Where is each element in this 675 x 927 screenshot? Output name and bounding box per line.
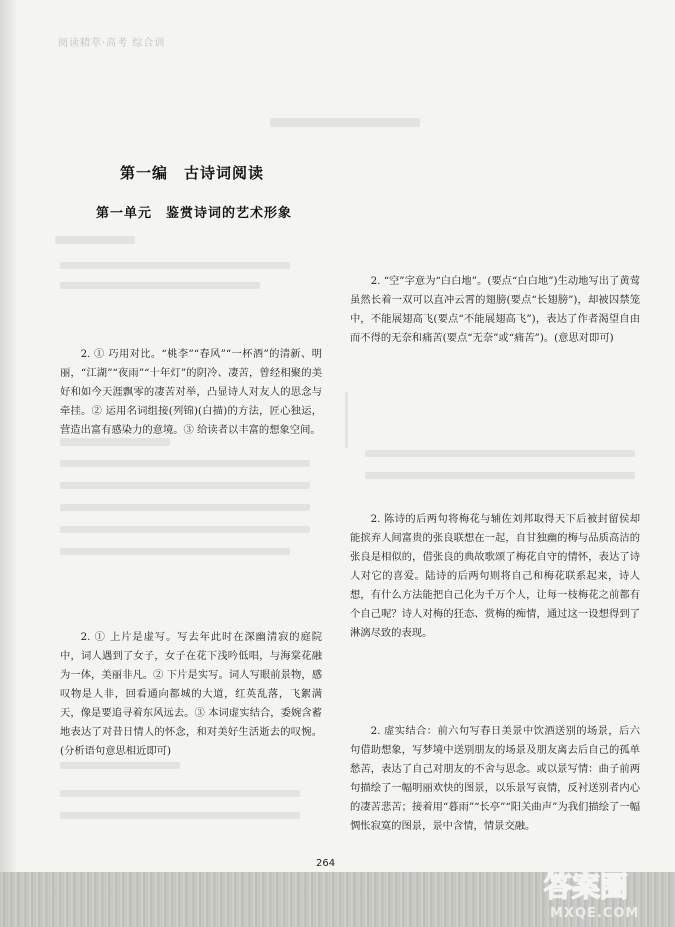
show-through-artifact — [345, 392, 348, 448]
show-through-artifact — [60, 262, 290, 269]
show-through-artifact — [60, 460, 310, 467]
right-answer-1: 2. “空”字意为“白白地”。(要点“白白地”)生动地写出了黄莺虽然长着一双可以直冲云霄的翅膀(要点“长翅膀”)，却被囚禁笼中，不能展翅高飞(要点“不能展翅高飞”)，表达了作者渴望自由而不得的无奈和痛苦(要点“无奈”或“痛苦”)。(意思对即可) — [350, 275, 640, 344]
left-answer-1: 2. ① 巧用对比。“桃李”“春风”“一杯酒”的清新、明丽，“江湖”“夜雨”“十年灯”的阴冷、凄苦，曾经相聚的美好和如今天涯飘零的凄苦对举，凸显诗人对友人的思念与牵挂。② 运用名词组接(列锦)(白描)的方法，匠心独运，营造出富有感染力的意境。③ 给读者以丰富的想象空间。 — [60, 348, 322, 436]
watermark-subtext: MXQE.COM — [550, 906, 640, 921]
show-through-artifact — [60, 504, 310, 511]
running-header: 阅读精萃·高考 综合训 — [58, 38, 166, 49]
right-answer-3: 2. 虚实结合：前六句写春日美景中饮酒送别的场景，后六句借助想象，写梦境中送别朋友的场景及朋友离去后自己的孤单愁苦，表达了自己对朋友的不舍与思念。或以景写情：曲子前两句描绘了一幅明丽欢快的图景，以乐景写哀情，反衬送别者内心的凄苦悲苦；接着用“暮雨”“长亭”“阳关曲声”为我们描绘了一幅惆怅寂寞的图景，景中含情，情景交融。 — [350, 725, 640, 832]
show-through-artifact — [270, 118, 420, 127]
left-answer-2: 2. ① 上片是虚写。写去年此时在深幽清寂的庭院中，词人遇到了女子，女子在花下浅吟低唱，与海棠花融为一体，美丽非凡。② 下片是实写。词人写眼前景物，感叹物是人非，回看通向都城的大道，红英乱落，飞絮满天，像是要追寻着东风远去。③ 本词虚实结合，委婉含蓄地表达了对昔日情人的怀念，和对美好生活逝去的叹惋。(分析语句意思相近即可) — [60, 631, 322, 757]
show-through-artifact — [60, 812, 300, 819]
watermark-logo — [536, 862, 666, 922]
show-through-artifact — [60, 526, 310, 533]
show-through-artifact — [55, 236, 135, 244]
show-through-artifact — [365, 450, 635, 457]
unit-title: 第一单元 鉴赏诗词的艺术形象 — [96, 206, 293, 221]
binding-shadow — [0, 0, 18, 927]
show-through-artifact — [60, 482, 310, 489]
show-through-artifact — [60, 282, 260, 289]
page-number: 264 — [316, 858, 336, 869]
watermark-text: 答案圈 — [544, 870, 629, 903]
show-through-artifact — [60, 790, 300, 797]
show-through-artifact — [365, 472, 635, 479]
show-through-artifact — [60, 762, 180, 769]
right-answer-2: 2. 陈诗的后两句将梅花与辅佐刘邦取得天下后被封留侯却能摈弃人间富贵的张良联想在一起，自甘独幽的梅与品质高洁的张良是相似的，借张良的典故歌颂了梅花自守的情怀，表达了诗人对它的喜爱。陆诗的后两句则将自己和梅花联系起来，诗人想，有什么方法能把自己化为千万个人，让每一枝梅花之前都有个自己呢？诗人对梅的狂态、赏梅的痴情，通过这一设想得到了淋漓尽致的表现。 — [350, 513, 640, 639]
chapter-title: 第一编 古诗词阅读 — [120, 164, 265, 182]
show-through-artifact — [60, 548, 290, 555]
